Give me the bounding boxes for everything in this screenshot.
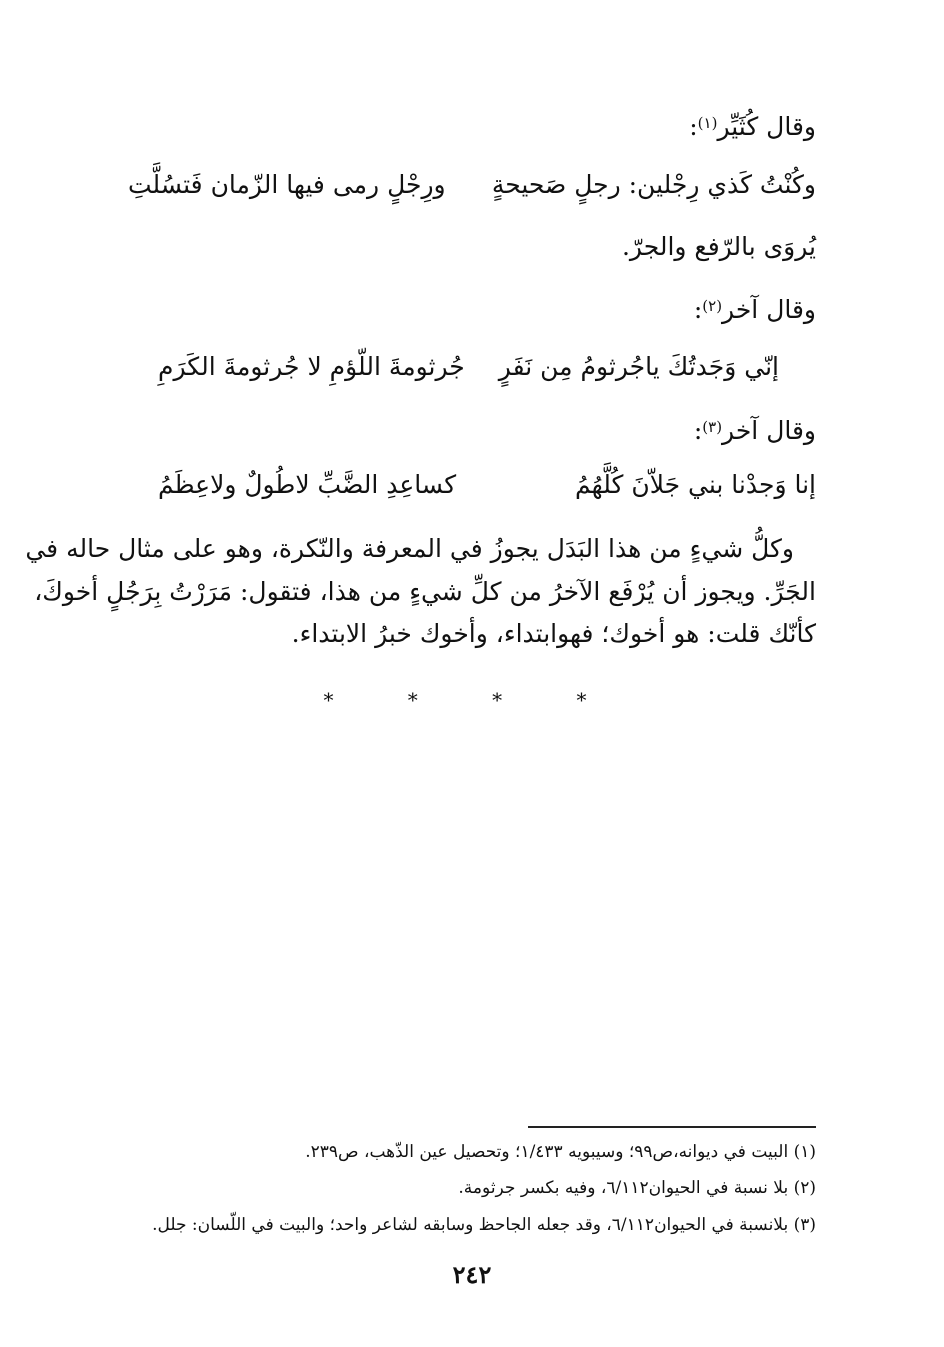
verse-2-second-hemistich: جُرثومةَ اللّؤمِ لا جُرثومةَ الكَرَمِ	[158, 352, 465, 381]
footnote-2: (٢) بلا نسبة في الحيوان٦/١١٢، وفيه بكسر جرثومة.	[458, 1178, 816, 1198]
verse-1-second-hemistich: ورِجْلٍ رمى فيها الزّمان فَتسُلَّتِ	[128, 170, 446, 199]
intro-text: وقال كُثَيِّر	[717, 112, 816, 141]
paragraph-line-2: الجَرِّ. ويجوز أن يُرْفَع الآخرُ من كلِّ شيءٍ من هذا، فتقول: مَرَرْتُ بِرَجُلٍ أخوكَ،	[34, 577, 816, 606]
page-number: ٢٤٢	[452, 1260, 492, 1289]
colon: :	[693, 295, 703, 324]
footnote-ref: (٣)	[702, 418, 723, 436]
verse-2-first-hemistich: إنّي وَجَدتُكَ ياجُرثومُ مِن نَفَرٍ	[498, 352, 779, 381]
variant-note: يُروَى بالرّفع والجرّ.	[621, 232, 816, 261]
poem-intro-3	[110, 410, 816, 448]
colon: :	[689, 112, 698, 141]
footnote-1: (١) البيت في ديوانه،ص٩٩؛ وسيبويه ١/٤٣٣؛ وتحصيل عين الذّهب، ص٢٣٩.	[305, 1142, 816, 1162]
paragraph-line-3: كأنّك قلت: هو أخوك؛ فهوابتداء، وأخوك خبرُ الابتداء.	[291, 619, 816, 648]
footnote-ref: (٢)	[702, 297, 723, 315]
verse-1-first-hemistich: وكُنْتُ كَذي رِجْلين: رجلٍ صَحيحةٍ	[491, 170, 816, 199]
intro-text: وقال آخر	[722, 416, 816, 445]
footnote-divider	[528, 1126, 816, 1128]
footnote-3: (٣) بلانسبة في الحيوان٦/١١٢، وقد جعله الجاحظ وسابقه لشاعر واحد؛ والبيت في اللّسان: جلل.	[152, 1215, 816, 1235]
poem-intro-2	[110, 289, 816, 327]
intro-text: وقال آخر	[722, 295, 816, 324]
verse-3-second-hemistich: كساعِدِ الضَّبِّ لاطُولٌ ولاعِظَمُ	[158, 470, 457, 499]
poem-intro-1	[110, 106, 816, 144]
footnote-ref: (١)	[697, 114, 718, 132]
section-separator: * * * *	[323, 688, 621, 712]
colon: :	[693, 416, 703, 445]
paragraph-line-1: وكلُّ شيءٍ من هذا البَدَل يجوزُ في المعرفة والنّكرة، وهو على مثال حاله في	[25, 534, 794, 563]
verse-3-first-hemistich: إنا وَجدْنا بني جَلاّنَ كُلَّهُمُ	[575, 470, 816, 499]
